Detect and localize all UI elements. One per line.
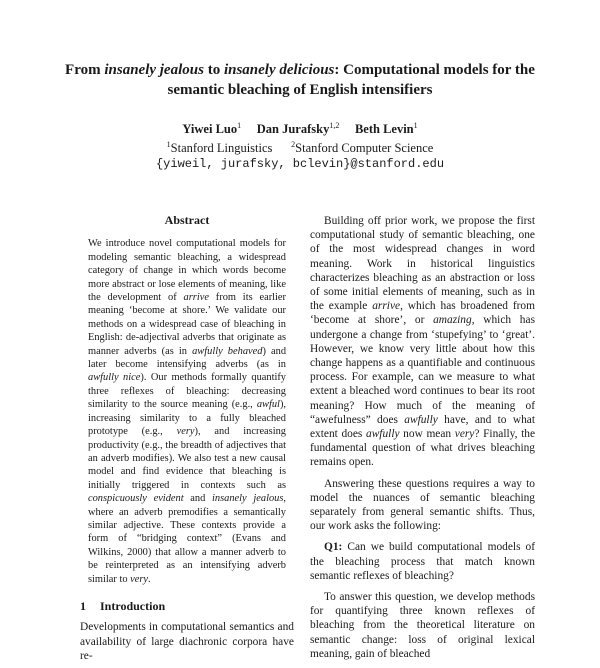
abstract-run: from its earlier meaning ‘become at shore.’ We validate our methods on a widespread case of bleaching in English: de-adjectival adverbs that originate as manner adverbs (as in [88,292,286,357]
abstract-italic: awfully behaved [192,345,263,357]
affiliations [100,137,500,156]
research-question [310,540,535,583]
title-italic: insanely delicious [223,62,335,78]
affiliation: Stanford Computer Science [295,141,434,156]
abstract-run: ), increasing similarity to a fully bleached prototype (e.g., [88,399,286,438]
body-run: , which has broadened from ‘become at shore’, or [310,300,535,327]
abstract-italic: insanely jealous [212,493,284,505]
author-affiliation-mark: 1 [237,121,242,130]
section-heading-introduction [80,600,294,613]
author-affiliation-mark: 1 [413,121,418,130]
question-text: Can we build computational models of the bleaching process that match known semantic reflexes of bleaching? [310,541,535,582]
abstract-run: ). Our methods formally quantify three reflexes of bleaching: decreasing similarity to the source meaning (e.g., [88,372,286,411]
abstract-italic: awfully nice [88,372,141,384]
body-paragraph: To answer this question, we develop methods for quantifying three known reflexes of bleaching from the theoretical literature on semantic change: loss of original lexical meaning, gain of bleached [310,591,535,660]
abstract-run: , where an adverb premodifies a semantically similar adjective. These contexts provide a form of “bridging context” (Evans and Wilkins, 2000) that allow a manner adverb to be reinterpreted as an intensifying adverb similar to [88,493,286,585]
author-name: Yiwei Luo [182,122,238,137]
author-emails: {yiweil, jurafsky, bclevin}@stanford.edu [155,157,445,172]
affiliation-mark: 1 [166,140,171,150]
author-block [100,118,500,172]
author-name: Beth Levin [354,122,414,137]
title-text: From [65,62,105,78]
body-run: now mean [399,428,455,441]
abstract-run: and [183,493,213,505]
author-name: Dan Jurafsky [256,122,330,137]
author-affiliation-mark: 1,2 [329,121,340,130]
abstract-heading: Abstract [164,213,210,227]
section-title: Introduction [100,598,166,613]
body-run: have, and to what extent does [310,413,535,441]
body-run: , which has undergone a change from ‘stupefying’ to ‘great’. However, we know very little about how this change happens as a quantifiable and continuous process. For example, can we measure to what extent a bleached word continues to bear its root meaning? How much of the meaning of “awefulness” does [310,314,535,426]
title-italic: insanely jealous [104,62,204,78]
abstract-run: We introduce novel computational models for modeling semantic bleaching, a widespread category of change in which words become more abstract or lose elements of meaning, like the development of [88,238,286,304]
body-run: ? Finally, the fundamental question of what drives bleaching remains open. [310,428,536,469]
title-text: to [203,62,224,78]
body-italic: very [454,428,475,441]
abstract-text [88,237,286,586]
body-paragraph: Answering these questions requires a way to model the nuances of semantic bleaching separately from general semantic shifts. Thus, our work asks the following: [310,477,535,533]
affiliation: Stanford Linguistics [170,141,273,156]
section-number: 1 [80,598,86,613]
body-italic: awfully [366,428,400,441]
question-label: Q1: [324,541,343,554]
abstract-italic: arrive [183,292,209,304]
introduction-text: Developments in computational semantics and availability of large diachronic corpora have re- [80,621,294,662]
body-paragraph [310,214,535,470]
body-italic: amazing [433,314,472,327]
abstract-italic: conspicuously evident [88,493,184,505]
body-run: Building off prior work, we propose the first computational study of semantic bleaching, one of the most widespread changes in word meaning. Work in historical linguistics characterizes bleaching as an abstraction or loss of some initial elements of meaning, such as in the example [310,215,535,313]
abstract-italic: very [176,426,195,438]
paper-title [40,60,560,100]
body-italic: awfully [404,413,438,426]
abstract-run: ), and increasing productivity (e.g., the breadth of adjectives that an adverb modifies). We also test a new causal model and find evidence that bleaching is initially triggered in contexts such as [88,426,286,491]
title-text: : Computational models for the semantic bleaching of English intensifiers [167,62,535,98]
abstract-italic: awful [256,399,280,411]
affiliation-mark: 2 [291,140,296,150]
left-column [80,214,294,663]
abstract-run: ) and later become intensifying adverbs (as in [88,345,287,371]
abstract-run: . [148,573,151,585]
author-names [100,118,500,137]
body-italic: arrive [372,300,401,313]
abstract-italic: very [130,573,149,585]
